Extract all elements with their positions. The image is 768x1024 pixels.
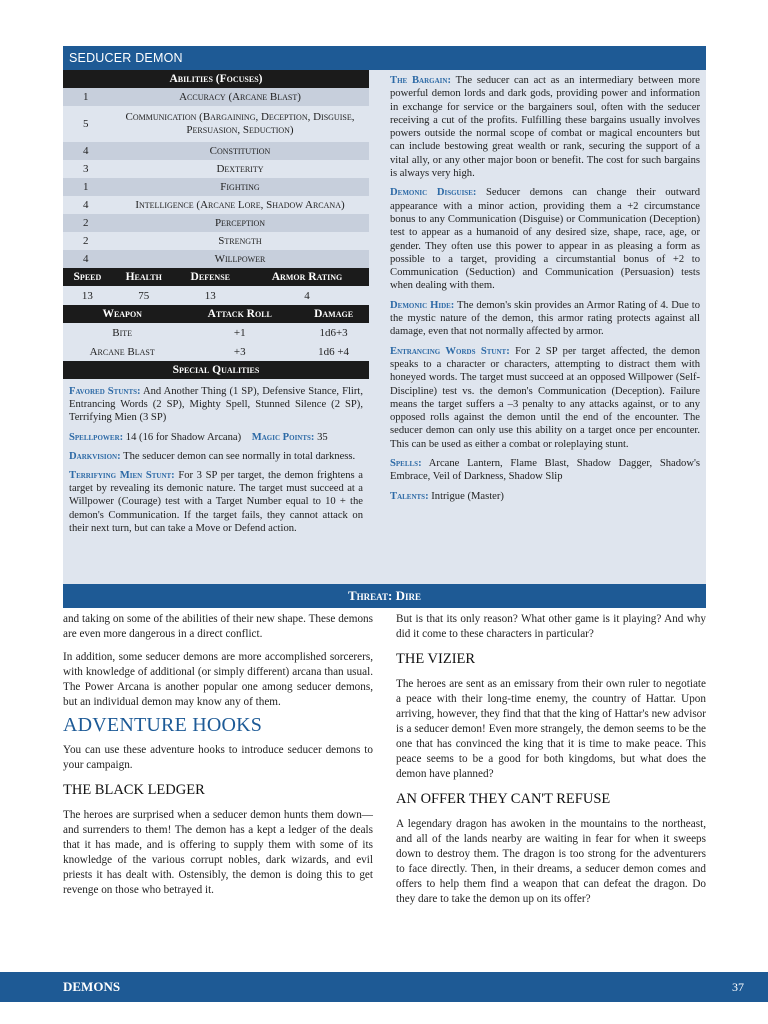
ability-row: 2 Perception [63, 214, 369, 232]
ability-row: 4 Intelligence (Arcane Lore, Shadow Arcana) [63, 196, 369, 214]
body-right-column [396, 612, 706, 915]
special-qualities-header: Special Qualities [63, 361, 369, 379]
body-paragraph: In addition, some seducer demons are more accomplished sorcerers, with knowledge of additional (or simply different) arcana than usual. The Power Arcana is another popular one among seducer demons, but an individual demon may know any of them. [63, 651, 373, 708]
abilities-table [63, 70, 369, 268]
terrifying-mien-stunt: Terrifying Mien Stunt: For 3 SP per target, the demon frightens a target by revealing its demonic nature. The target must succeed at a Willpower (Courage) test with a Target Number equal to 10 + the demon's Communication. If the target fails, they cannot attack on their next turn, but can take a Move or Defend action. [69, 470, 363, 534]
stat-block-right-column [390, 74, 700, 509]
body-paragraph: The heroes are sent as an emissary from their own ruler to negotiate a peace with their long-time enemy, the country of Hattar. Upon arriving, however, they find that that the king of Hattar's new advisor is a seducer demon! Even more strangely, the demon seems to be the one that has convinced the king that it is time to make peace. This peace seems to be a good for both kingdoms, but what does the demon have planned? [396, 678, 706, 780]
stats-table: Speed Health Defense Armor Rating 13 75 13 4 [63, 268, 369, 305]
stat-block [63, 46, 706, 584]
weapons-table: Weapon Attack Roll Damage Bite +1 1d6+3 Arcane Blast +3 1d6 +4 Special Qualities [63, 305, 369, 379]
body-paragraph: But is that its only reason? What other game is it playing? And why did it come to these characters in particular? [396, 613, 706, 640]
body-paragraph: You can use these adventure hooks to introduce seducer demons to your campaign. [63, 744, 373, 771]
subheading-vizier: THE VIZIER [396, 651, 476, 667]
darkvision: Darkvision: The seducer demon can see normally in total darkness. [69, 450, 356, 462]
demonic-hide: Demonic Hide: The demon's skin provides an Armor Rating of 4. Due to the mystic nature of the demon, this armor rating protects against all damage, even that not normally affected by armor. [390, 299, 701, 338]
body-paragraph: The heroes are surprised when a seducer demon hunts them down—and surrenders to them! The demon has a kept a ledger of the deals that it has made, and is offering to supply them with some of its knowledge of the various corrupt nobles, dark wizards, and evil priests it has dealt with. Ostensibly, the demon is doing this to get revenge on those who betrayed it. [63, 809, 373, 896]
talents: Talents: Intrigue (Master) [390, 490, 504, 502]
page-number: 37 [732, 980, 744, 994]
body-paragraph: and taking on some of the abilities of their new shape. These demons are even more dangerous in a direct conflict. [63, 613, 373, 640]
stat-block-title: SEDUCER DEMON [63, 46, 706, 70]
ability-row: 4 Willpower [63, 250, 369, 268]
stat-block-left-column [63, 70, 369, 541]
ability-row: 1 Accuracy (Arcane Blast) [63, 88, 369, 106]
weapon-row: Bite +1 1d6+3 [63, 323, 369, 342]
spellpower-line: Spellpower: 14 (16 for Shadow Arcana) Magic Points: 35 [69, 431, 328, 443]
threat-bar: Threat: Dire [63, 584, 706, 608]
page-footer [0, 972, 768, 1002]
spells: Spells: Arcane Lantern, Flame Blast, Shadow Dagger, Shadow's Embrace, Veil of Darkness, Shadow Slip [390, 458, 700, 483]
section-heading-adventure-hooks: ADVENTURE HOOKS [63, 714, 263, 736]
subheading-black-ledger: THE BLACK LEDGER [63, 782, 205, 798]
ability-row: 4 Constitution [63, 142, 369, 160]
special-qualities [63, 379, 369, 535]
stats-values-row: 13 75 13 4 [63, 286, 369, 305]
favored-stunts: Favored Stunts: And Another Thing (1 SP), Defensive Stance, Flirt, Entrancing Words (2 SP), Mighty Spell, Stunned Silence (2 SP), Terrifying Mien (3 SP) [69, 386, 363, 424]
subheading-offer: AN OFFER THEY CAN'T REFUSE [396, 791, 611, 807]
footer-chapter-title: DEMONS [63, 979, 121, 994]
ability-row: 5 Communication (Bargaining, Deception, Disguise, Persuasion, Seduction) [63, 106, 369, 142]
abilities-header: Abilities (Focuses) [63, 70, 369, 88]
body-paragraph: A legendary dragon has awoken in the mountains to the northeast, and all of the lands nearby are waiting in fear for when it sweeps down to destroy them. The dragon is too strong for the adventurers to face directly. Then, in their dreams, a seducer demon comes and offers to help them find a weapon that can defeat the dragon. Do they dare to take the demon up on its offer? [396, 818, 706, 905]
demonic-disguise: Demonic Disguise: Seducer demons can change their outward appearance with a minor action, providing them a +2 circumstance bonus to any Communication (Disguise) or Communication (Deception) test to appear as a humanoid of any desired size, shape, race, age, or gender. They often use this power to appear in as pleasing a form as possible to a target, providing a circumstantial bonus of +2 to Communication (Seduction) and Communication (Persuasion) tests when dealing with them. [390, 187, 700, 292]
ability-row: 1 Fighting [63, 178, 369, 196]
weapon-row: Arcane Blast +3 1d6 +4 [63, 342, 369, 361]
body-left-column [63, 612, 373, 906]
ability-row: 3 Dexterity [63, 160, 369, 178]
the-bargain: The Bargain: The seducer can act as an intermediary between more powerful demon lords and dark gods, providing power and information in exchange for service or the bargainers soul, often with the seducer receiving a cut of the profits. Fulfilling these bargains usually involves powers outside the normal scope of combat or magical encounters but can include bestowing great wealth or rank, securing the support of a vital ally, or any other major boon or benefit. The cost for such bargains is always very high. [390, 75, 700, 180]
ability-row: 2 Strength [63, 232, 369, 250]
entrancing-words-stunt: Entrancing Words Stunt: For 2 SP per target affected, the demon speaks to a character or characters, attempting to distract them with honeyed words. The target must succeed at an opposed Willpower (Self-Discipline) test vs. the demon's Communication (Deception). Failure means the target suffers a –3 penalty to any attacks against, or to any opposed rolls against the demon until the end of the encounter. The seducer demon can only use this ability on a target once per encounter. This can be used as either a combat or roleplaying stunt. [390, 345, 700, 450]
